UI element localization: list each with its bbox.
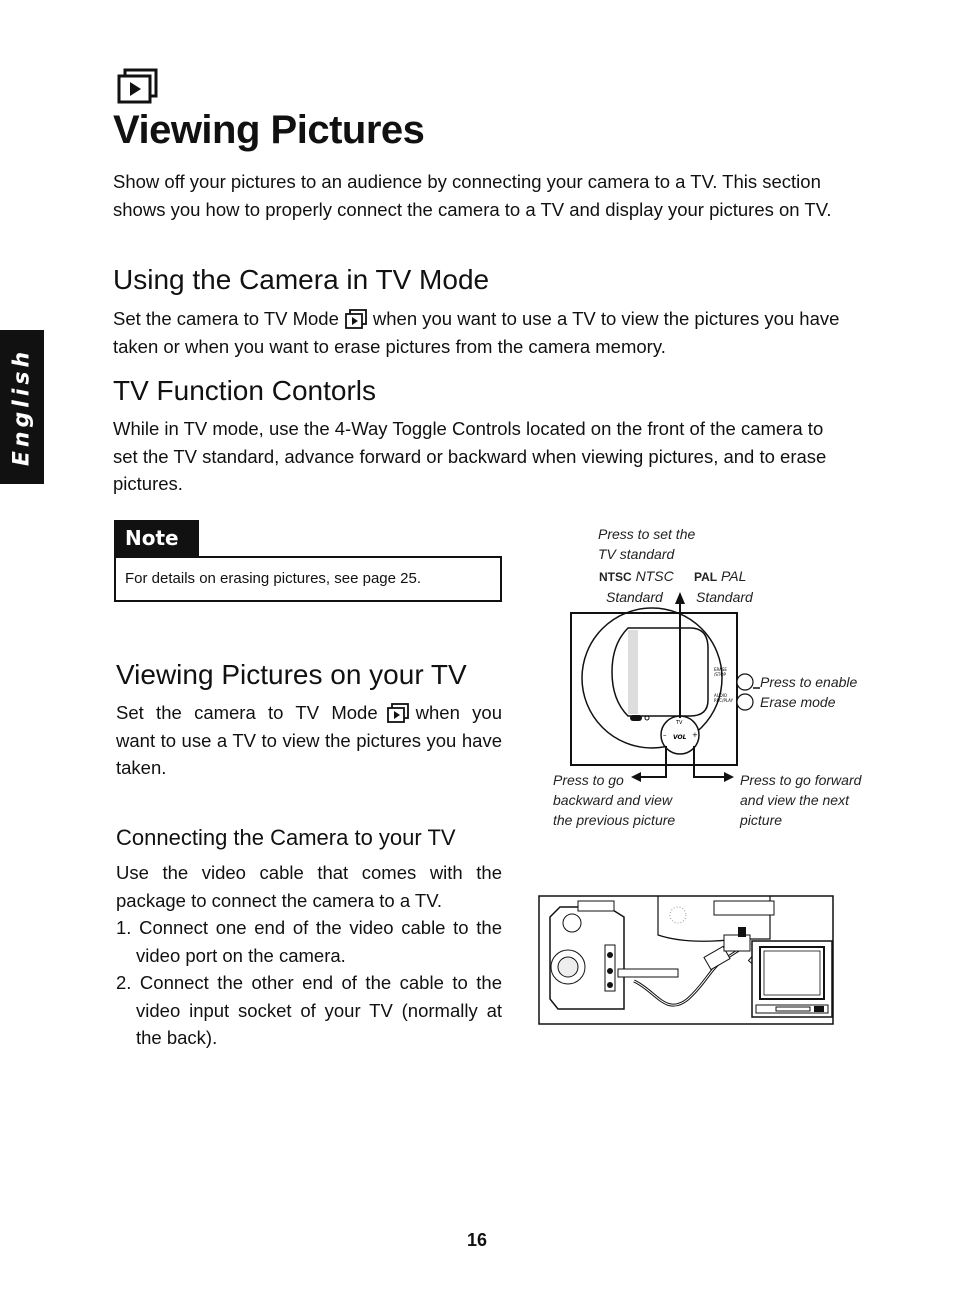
tv-connection-illustration — [538, 895, 835, 1027]
step-item: 1. Connect one end of the video cable to the video port on the camera. — [116, 917, 502, 966]
tv-mode-text-1: Set the camera to TV Mode — [113, 308, 339, 329]
diagram-arrows — [540, 590, 780, 790]
page-title: Viewing Pictures — [113, 108, 425, 152]
tv-mode-text-2: when you want to use a TV to view the pictures you have taken or when you want to erase pictures from the camera memory. — [113, 308, 840, 357]
tv-label: TV — [676, 720, 683, 726]
pal-label-text: PAL — [721, 568, 747, 584]
note-box — [114, 556, 502, 602]
connecting-body — [116, 859, 502, 1052]
ntsc-label-standard: Standard — [606, 589, 663, 605]
language-tab-label: English — [9, 347, 35, 467]
caption-line: and view the next — [740, 792, 849, 808]
pal-badge: PAL — [694, 570, 718, 584]
caption-line: picture — [740, 812, 783, 828]
note-label: Note — [114, 520, 199, 556]
erase-label: ERASE — [714, 667, 727, 672]
caption-line: TV standard — [598, 546, 675, 562]
intro-paragraph: Show off your pictures to an audience by connecting your camera to a TV. This section shows you how to properly connect the camera to a TV and display your pictures on TV. — [113, 171, 832, 220]
controls-paragraph: While in TV mode, use the 4-Way Toggle Controls located on the front of the camera to set the TV standard, advance forward or backward when viewing pictures, and to erase pictures. — [113, 418, 827, 494]
viewing-heading: Viewing Pictures on your TV — [116, 659, 467, 690]
playback-mode-icon — [345, 309, 367, 329]
caption-line: the previous picture — [553, 812, 676, 828]
stop-label: /STOP — [714, 672, 726, 677]
caption-line: Press to enable — [760, 674, 858, 690]
caption-set-standard — [598, 524, 695, 564]
controls-heading: TV Function Contorls — [113, 375, 376, 406]
arrow-right — [694, 746, 725, 777]
caption-line: Press to go — [553, 772, 624, 788]
viewing-paragraph — [116, 699, 502, 782]
vol-label: VOL — [673, 734, 687, 741]
rec-play-label: REC/PLAY — [714, 698, 734, 703]
caption-line: Press to go forward — [740, 772, 862, 788]
viewing-text-2: when you want to use a TV to view the pictures you have taken. — [116, 702, 502, 778]
svg-text:+: + — [692, 731, 698, 739]
svg-text:–: – — [663, 731, 667, 739]
ntsc-label-text: NTSC — [635, 568, 674, 584]
tv-mode-paragraph — [113, 305, 853, 360]
audio-label: AUDIO — [714, 693, 728, 698]
caption-erase — [760, 672, 857, 712]
note-text: For details on erasing pictures, see page 25. — [125, 570, 422, 587]
playback-mode-icon — [116, 68, 160, 106]
caption-forward — [740, 770, 861, 830]
connecting-heading: Connecting the Camera to your TV — [116, 825, 456, 850]
ntsc-badge: NTSC — [599, 570, 632, 584]
step-item: 2. Connect the other end of the cable to the video input socket of your TV (normally at the back). — [116, 972, 502, 1048]
caption-backward — [553, 770, 675, 830]
caption-line: backward and view — [553, 792, 673, 808]
pal-label-standard: Standard — [696, 589, 753, 605]
caption-line: Erase mode — [760, 694, 836, 710]
playback-mode-icon — [384, 703, 410, 723]
caption-line: Press to set the — [598, 526, 696, 542]
viewing-text-1: Set the camera to TV Mode — [116, 702, 378, 723]
tv-mode-heading: Using the Camera in TV Mode — [113, 264, 490, 295]
page-number: 16 — [466, 1230, 488, 1250]
language-tab — [0, 330, 44, 484]
connecting-paragraph: Use the video cable that comes with the package to connect the camera to a TV. — [116, 862, 502, 911]
